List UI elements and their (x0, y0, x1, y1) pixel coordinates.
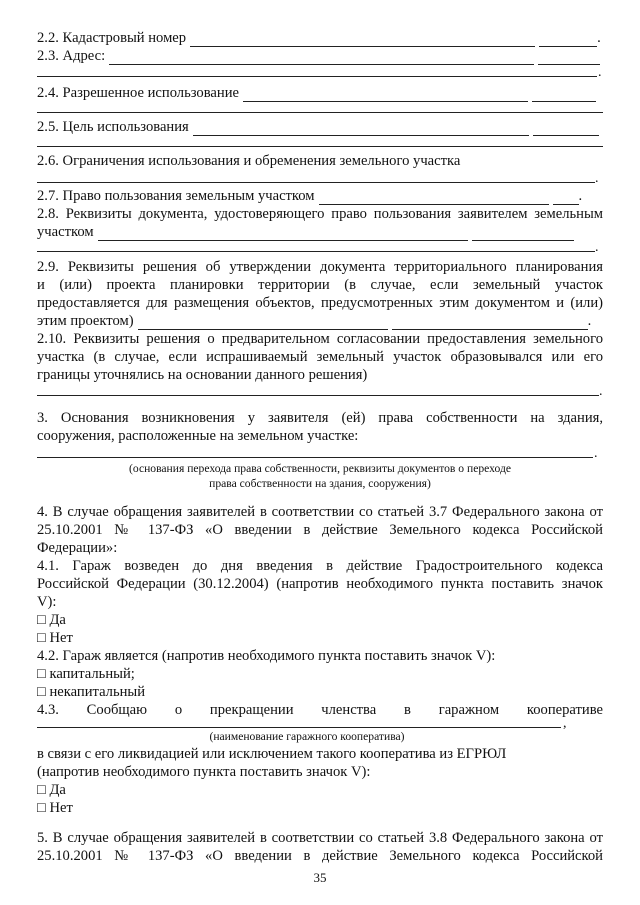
blank-address-line2[interactable] (37, 76, 597, 77)
blank-purpose-tail[interactable] (533, 122, 599, 136)
label-section-5: 5. В случае обращения заявителей в соответствии со статьей 3.8 Федерального закона от (37, 830, 603, 846)
caption-cooperative-name: (наименование гаражного кооператива) (209, 730, 405, 743)
blank-ownership-grounds[interactable] (37, 457, 593, 458)
blank-purpose-line2[interactable] (37, 146, 603, 147)
label-planning-decision: 2.9. Реквизиты решения об утверждении документа территориального планирования (37, 259, 603, 275)
checkbox-membership-no[interactable]: □ Нет (37, 800, 73, 816)
field-document-details: участком (37, 223, 603, 241)
label-purpose: 2.5. Цель использования (37, 119, 189, 135)
field-address (37, 47, 603, 65)
field-permitted-use (37, 84, 603, 102)
blank-document-details[interactable] (98, 227, 468, 241)
checkbox-garage-built-yes[interactable]: □ Да (37, 612, 66, 628)
blank-cooperative-name[interactable] (37, 727, 561, 728)
label-garage-built-before: 4.1. Гараж возведен до дня введения в действие Градостроительного кодекса (37, 558, 603, 574)
label-restrictions: 2.6. Ограничения использования и обременения земельного участка (37, 153, 461, 169)
blank-preliminary-approval[interactable] (37, 395, 599, 396)
checkbox-garage-noncapital[interactable]: □ некапитальный (37, 684, 146, 700)
label-section-4: 4. В случае обращения заявителей в соответствии со статьей 3.7 Федерального закона от (37, 504, 603, 520)
caption-ownership-grounds: (основания перехода права собственности, реквизиты документов о переходе (129, 462, 511, 475)
label-right-of-use: 2.7. Право пользования земельным участком (37, 188, 315, 204)
field-right-of-use: 2.7. Право пользования земельным участком . (37, 188, 583, 204)
label-permitted-use: 2.4. Разрешенное использование (37, 85, 239, 101)
field-planning-decision: этим проектом) . (37, 313, 592, 329)
label-garage-type: 4.2. Гараж является (напротив необходимого пункта поставить значок V): (37, 648, 496, 664)
label-address: 2.3. Адрес: (37, 48, 106, 64)
label-document-details: 2.8. Реквизиты документа, удостоверяющего право пользования заявителем земельным (37, 206, 603, 222)
label-cadastral-number: 2.2. Кадастровый номер (37, 30, 187, 46)
blank-purpose[interactable] (193, 122, 529, 136)
label-membership-termination: 4.3. Сообщаю о прекращении членства в гаражном кооперативе (37, 702, 603, 718)
checkbox-garage-built-no[interactable]: □ Нет (37, 630, 73, 646)
checkbox-membership-yes[interactable]: □ Да (37, 782, 66, 798)
label-ownership-grounds: 3. Основания возникновения у заявителя (ей) права собственности на здания, (37, 410, 603, 426)
blank-planning-decision[interactable] (138, 316, 388, 330)
blank-planning-decision-tail[interactable] (392, 316, 588, 330)
page-number: 35 (313, 870, 327, 885)
document-page: 2.2. Кадастровый номер . 2.3. Адрес: . 2.4. Разрешенное использование 2.5. Цель использования 2.6. Ограничения использования и обременения земельного участка . 2.7. Право пользования земельным участком . 2.8. Реквизиты документа, удостоверяющего право пользования заявителем земельным участком . 2.9. Реквизиты решения об утверждении документа территориального планирования и (или) проекта планировки территории (в случае, если земельный участок предоставляется для размещения объектов, предусмотренных этим документом и (или) этим проектом) . 2.10. Реквизиты решения о предварительном согласовании предоставления земельного участка (в случае, если испрашиваемый земельный участок образовывался или его границы уточнялись на основании данного решения) . 3. Основания возникновения у заявителя (ей) права собственности на здания, сооружения, расположенные на земельном участке: . (основания перехода права собственности, реквизиты документов о переходе права собственности на здания, сооружения) 4. В случае обращения заявителей в соответствии со статьей 3.7 Федерального закона от 25.10.2001 № 137-ФЗ «О введении в действие Земельного кодекса Российской Федерации»: 4.1. Гараж возведен до дня введения в действие Градостроительного кодекса Российской Федерации (30.12.2004) (напротив необходимого пункта поставить значок V): □ Да □ Нет 4.2. Гараж является (напротив необходимого пункта поставить значок V): □ капитальный; □ некапитальный 4.3. Сообщаю о прекращении членства в гаражном кооперативе , (наименование гаражного кооператива) в связи с его ликвидацией или исключением такого кооператива из ЕГРЮЛ (напротив необходимого пункта поставить значок V): □ Да □ Нет 5. В случае обращения заявителей в соответствии со статьей 3.8 Федерального закона от 25.10.2001 № 137-ФЗ «О введении в действие Земельного кодекса Российской 35 (0, 0, 640, 905)
blank-address-tail[interactable] (538, 51, 600, 65)
blank-right-of-use-tail[interactable] (553, 191, 579, 205)
blank-permitted-use[interactable] (243, 88, 528, 102)
blank-cadastral-number-tail[interactable] (539, 33, 597, 47)
blank-document-details-line2[interactable] (37, 251, 595, 252)
field-cadastral-number: 2.2. Кадастровый номер . (37, 30, 601, 46)
blank-permitted-use-tail[interactable] (532, 88, 596, 102)
label-preliminary-approval: 2.10. Реквизиты решения о предварительном согласовании предоставления земельного (37, 331, 603, 347)
blank-address[interactable] (109, 51, 534, 65)
blank-restrictions[interactable] (37, 182, 595, 183)
blank-cadastral-number[interactable] (190, 33, 535, 47)
blank-permitted-use-line2[interactable] (37, 112, 603, 113)
blank-right-of-use[interactable] (319, 191, 549, 205)
field-purpose (37, 118, 603, 136)
blank-document-details-tail[interactable] (472, 227, 574, 241)
checkbox-garage-capital[interactable]: □ капитальный; (37, 666, 135, 682)
